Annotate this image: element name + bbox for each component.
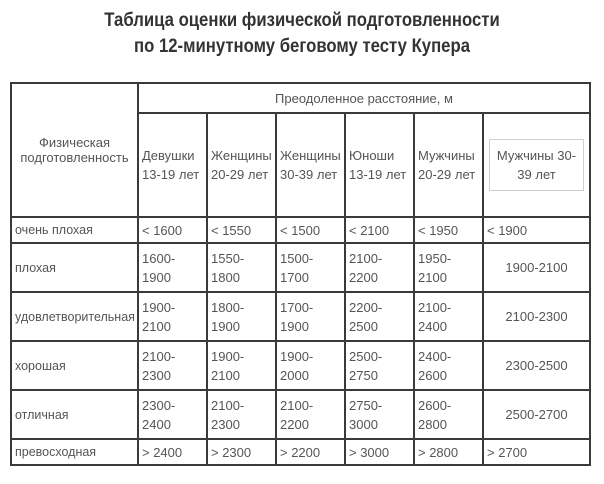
row-label: отличная [11,390,138,439]
table-row [11,243,590,292]
table-cell: 2100-2300 [138,341,207,390]
table-cell: 2300-2400 [138,390,207,439]
table-cell: < 1600 [138,217,207,243]
title-line-2: по 12-минутному беговому тесту Купера [133,36,470,57]
table-cell: 2100-2300 [483,292,590,341]
table-cell: 2300-2500 [483,341,590,390]
table-cell: > 2400 [138,439,207,465]
table-row [11,439,590,465]
table-cell: 1900-2100 [207,341,276,390]
table-row [11,390,590,439]
table-cell: 1500-1700 [276,243,345,292]
table-cell: 1900-2100 [138,292,207,341]
column-header: Юноши 13-19 лет [345,113,414,217]
column-header: Женщины 20-29 лет [207,113,276,217]
table-cell: 2600-2800 [414,390,483,439]
table-cell: 1600-1900 [138,243,207,292]
column-header-box: Мужчины 30-39 лет [489,139,584,191]
table-cell: < 1550 [207,217,276,243]
table-cell: 2100-2400 [414,292,483,341]
table-row [11,341,590,390]
column-header: Девушки 13-19 лет [138,113,207,217]
page-title [36,8,568,60]
table-cell: > 2800 [414,439,483,465]
title-line-1: Таблица оценки физической подготовленности [104,10,500,31]
table-cell: < 1900 [483,217,590,243]
table-cell: > 2300 [207,439,276,465]
table-cell: 1550-1800 [207,243,276,292]
row-header: Физическая подготовленность [11,83,138,217]
row-label: превосходная [11,439,138,465]
table-cell: 1900-2100 [483,243,590,292]
table-cell: < 1950 [414,217,483,243]
column-header [483,113,590,217]
table-cell: > 2700 [483,439,590,465]
table-cell: 2400-2600 [414,341,483,390]
table-cell: 2750-3000 [345,390,414,439]
row-label: плохая [11,243,138,292]
row-label: удовлетворительная [11,292,138,341]
table-cell: 1700-1900 [276,292,345,341]
column-header: Мужчины 20-29 лет [414,113,483,217]
table-cell: 1800-1900 [207,292,276,341]
table-cell: 2100-2300 [207,390,276,439]
row-label: хорошая [11,341,138,390]
row-label: очень плохая [11,217,138,243]
table-cell: 1900-2000 [276,341,345,390]
table-row [11,217,590,243]
group-header: Преодоленное расстояние, м [138,83,590,113]
table-cell: 2500-2750 [345,341,414,390]
table-cell: 1950-2100 [414,243,483,292]
table-cell: > 2200 [276,439,345,465]
table-cell: 2500-2700 [483,390,590,439]
table-cell: 2200-2500 [345,292,414,341]
cooper-test-table [10,82,591,466]
table-row [11,292,590,341]
table-cell: < 1500 [276,217,345,243]
table-cell: 2100-2200 [276,390,345,439]
table-cell: > 3000 [345,439,414,465]
table-cell: 2100-2200 [345,243,414,292]
column-header: Женщины 30-39 лет [276,113,345,217]
table-cell: < 2100 [345,217,414,243]
